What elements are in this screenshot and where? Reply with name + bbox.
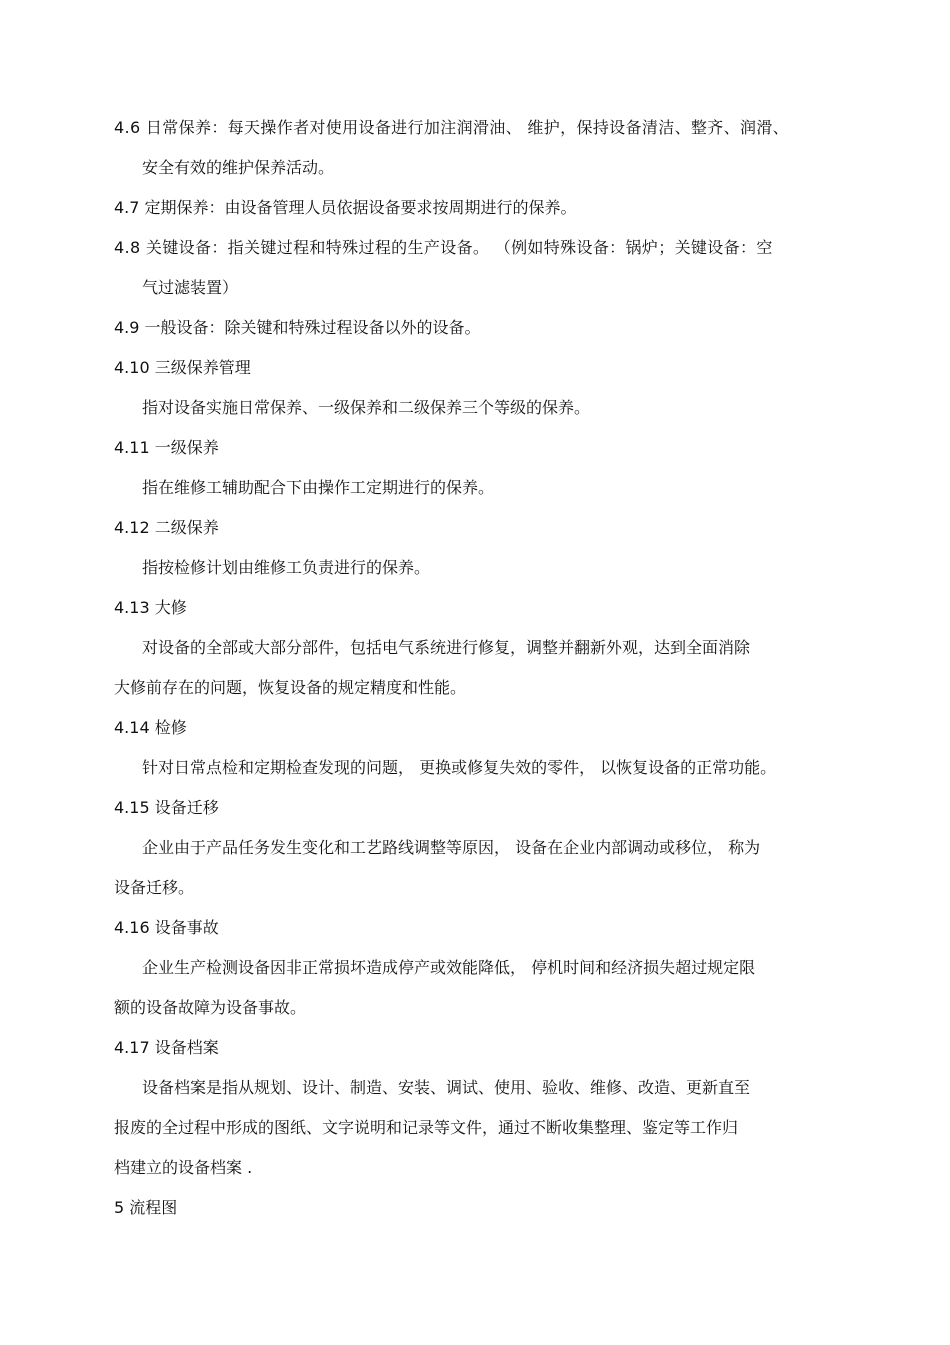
section-heading-4-14: 4.14 检修 [114,718,187,737]
section-heading-4-17: 4.17 设备档案 [114,1038,219,1057]
section-heading-4-16: 4.16 设备事故 [114,918,219,937]
definition-4-10-text: 指对设备实施日常保养、一级保养和二级保养三个等级的保养。 [142,398,591,417]
definition-4-17-line-2: 报废的全过程中形成的图纸、文字说明和记录等文件，通过不断收集整理、鉴定等工作归 [114,1118,739,1137]
definition-4-6-line-1: 4.6 日常保养：每天操作者对使用设备进行加注润滑油、 维护，保持设备清洁、整齐、润滑、 [114,118,790,137]
section-heading-4-10: 4.10 三级保养管理 [114,358,251,377]
definition-4-14-text: 针对日常点检和定期检查发现的问题， 更换或修复失效的零件， 以恢复设备的正常功能。 [142,758,777,777]
definition-4-8-line-1: 4.8 关键设备：指关键过程和特殊过程的生产设备。 （例如特殊设备：锅炉；关键设备：空 [114,238,773,257]
definition-4-13-line-1: 对设备的全部或大部分部件，包括电气系统进行修复，调整并翻新外观，达到全面消除 [142,638,751,657]
section-heading-5: 5 流程图 [114,1198,178,1217]
definition-4-12-text: 指按检修计划由维修工负责进行的保养。 [142,558,431,577]
definition-4-16-line-1: 企业生产检测设备因非正常损坏造成停产或效能降低， 停机时间和经济损失超过规定限 [142,958,756,977]
definition-4-17-line-1: 设备档案是指从规划、设计、制造、安装、调试、使用、验收、维修、改造、更新直至 [142,1078,751,1097]
section-heading-4-12: 4.12 二级保养 [114,518,219,537]
section-heading-4-15: 4.15 设备迁移 [114,798,219,817]
definition-4-13-line-2: 大修前存在的问题，恢复设备的规定精度和性能。 [114,678,467,697]
definition-4-7: 4.7 定期保养：由设备管理人员依据设备要求按周期进行的保养。 [114,198,577,217]
definition-4-17-line-3: 档建立的设备档案 . [114,1158,253,1177]
definition-4-8-line-2: 气过滤装置） [142,278,239,297]
definition-4-6-line-2: 安全有效的维护保养活动。 [142,158,335,177]
definition-4-15-line-1: 企业由于产品任务发生变化和工艺路线调整等原因， 设备在企业内部调动或移位， 称为 [142,838,761,857]
definition-4-9: 4.9 一般设备：除关键和特殊过程设备以外的设备。 [114,318,481,337]
definition-4-16-line-2: 额的设备故障为设备事故。 [114,998,307,1017]
definition-4-11-text: 指在维修工辅助配合下由操作工定期进行的保养。 [142,478,495,497]
section-heading-4-11: 4.11 一级保养 [114,438,219,457]
section-heading-4-13: 4.13 大修 [114,598,187,617]
definition-4-15-line-2: 设备迁移。 [114,878,195,897]
